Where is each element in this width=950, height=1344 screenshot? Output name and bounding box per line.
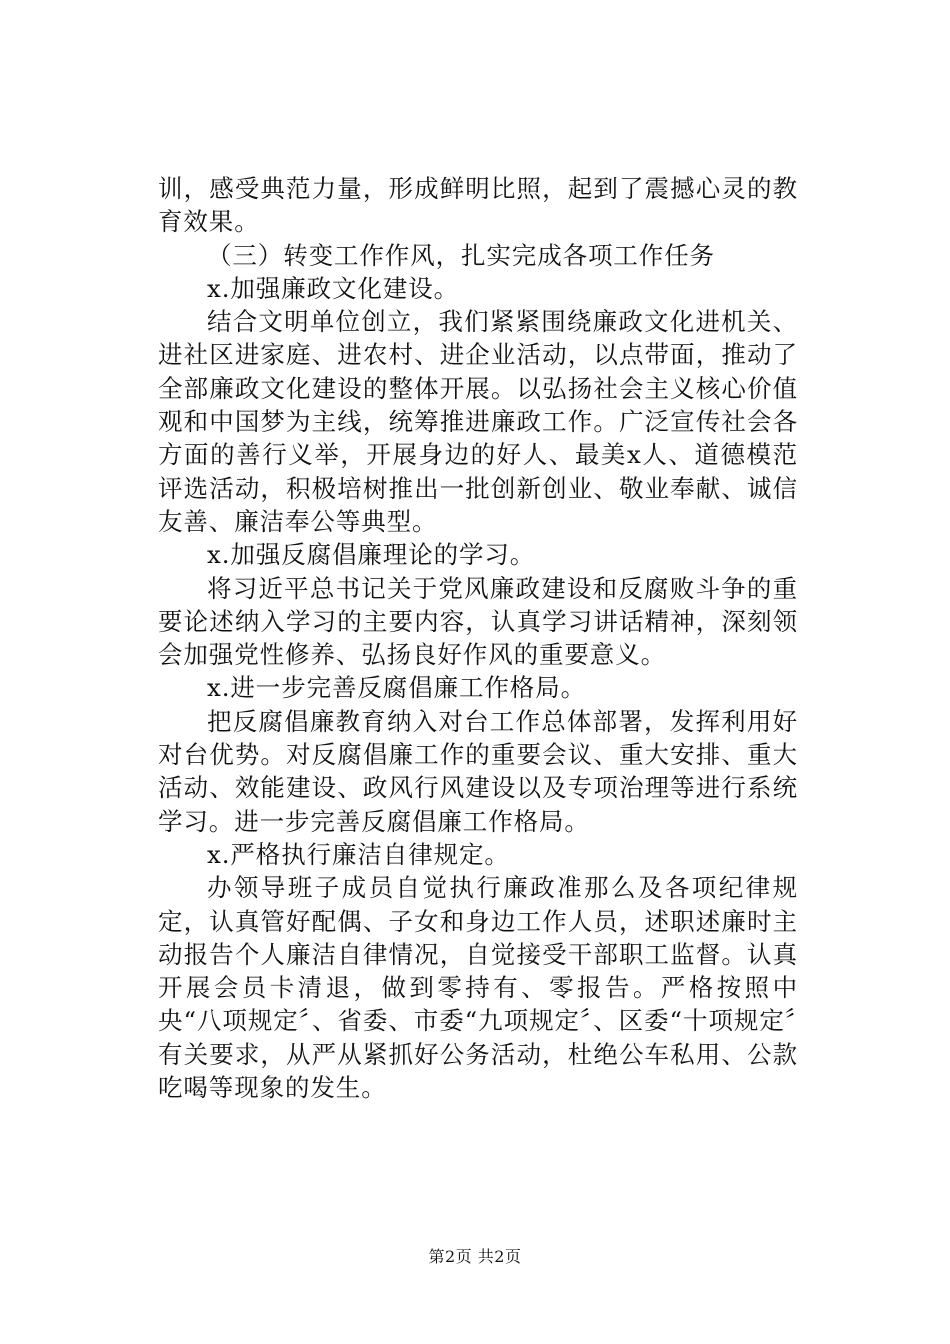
paragraph: 办领导班子成员自觉执行廉政准那么及各项纪律规定，认真管好配偶、子女和身边工作人员，述职述廉时主动报告个人廉洁自律情况，自觉接受干部职工监督。认真开展会员卡清退，做到零持有、零报告。严格按照中央“八项规定〞、省委、市委“九项规定〞、区委“十项规定〞有关要求，从严从紧抓好公务活动，杜绝公车私用、公款吃喝等现象的发生。 (158, 873, 798, 1103)
item-heading: x.进一步完善反腐倡廉工作格局。 (207, 673, 587, 703)
item-heading: x.加强反腐倡廉理论的学习。 (207, 540, 536, 570)
paragraph: 把反腐倡廉教育纳入对台工作总体部署，发挥利用好对台优势。对反腐倡廉工作的重要会议、重大安排、重大活动、效能建设、政风行风建设以及专项治理等进行系统学习。进一步完善反腐倡廉工作格局。 (158, 706, 798, 836)
section-heading: （三）转变工作作风，扎实完成各项工作任务 (207, 240, 715, 270)
item-heading: x.加强廉政文化建设。 (207, 273, 460, 303)
paragraph: 结合文明单位创立，我们紧紧围绕廉政文化进机关、进社区进家庭、进农村、进企业活动，以点带面，推动了全部廉政文化建设的整体开展。以弘扬社会主义核心价值观和中国梦为主线，统筹推进廉政工作。广泛宣传社会各方面的善行义举，开展身边的好人、最美x人、道德模范评选活动，积极培树推出一批创新创业、敬业奉献、诚信友善、廉洁奉公等典型。 (158, 307, 798, 536)
page-footer: 第2页 共2页 (428, 1247, 522, 1266)
document-body (158, 172, 798, 1104)
item-heading: x.严格执行廉洁自律规定。 (207, 839, 510, 869)
paragraph-continuation: 训，感受典范力量，形成鲜明比照，起到了震撼心灵的教育效果。 (158, 174, 798, 237)
paragraph: 将习近平总书记关于党风廉政建设和反腐败斗争的重要论述纳入学习的主要内容，认真学习讲话精神，深刻领会加强党性修养、弘扬良好作风的重要意义。 (158, 573, 798, 670)
